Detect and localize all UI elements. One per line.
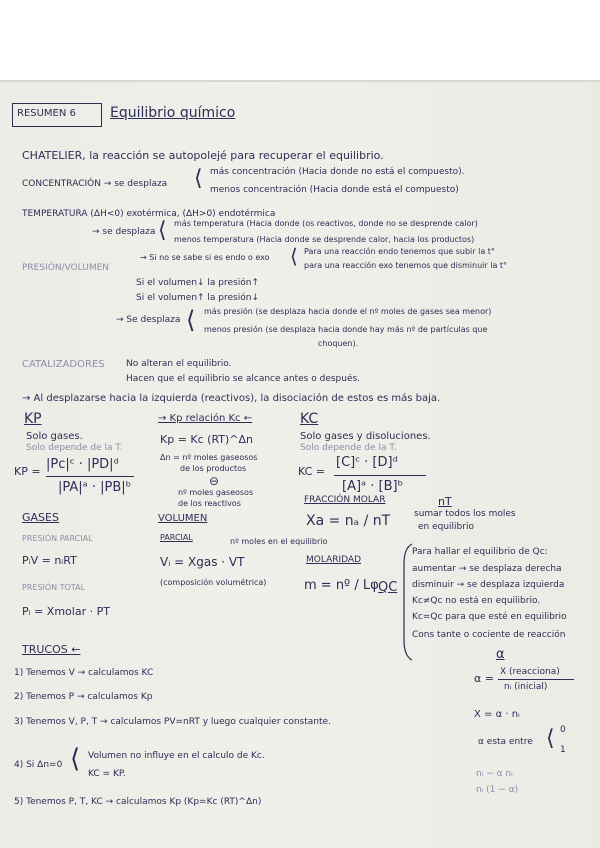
temperature-less: menos temperatura (Hacia donde se desprende calor, hacia los productos) bbox=[174, 235, 475, 244]
volume-partial: PARCIAL bbox=[160, 533, 193, 542]
nt-rule-2: en equilibrio bbox=[418, 522, 474, 532]
kp-formula-numerator: |Pc|ᶜ · |PD|ᵈ bbox=[46, 457, 119, 472]
trick-4: 4) Si Δn=0 bbox=[14, 760, 63, 770]
trick-5: 5) Tenemos P, T, KC → calculamos Kp (Kp=Kc (RT)^Δn) bbox=[14, 797, 262, 807]
nt-rule-1: sumar todos los moles bbox=[414, 509, 516, 519]
kc-formula-numerator: [C]ᶜ · [D]ᵈ bbox=[336, 455, 398, 470]
volume-note: nº moles en el equilibrio bbox=[230, 537, 328, 546]
delta-n-def-1: Δn = nº moles gaseosos bbox=[160, 453, 258, 462]
kp-formula-denominator: |PA|ᵃ · |PB|ᵇ bbox=[58, 480, 132, 495]
temperature-more: más temperatura (Hacia donde (os reactivos, donde no se desprende calor) bbox=[174, 219, 478, 228]
qc-note-1: Para hallar el equilibrio de Qc: bbox=[412, 547, 548, 557]
alpha-formula-lhs: α = bbox=[474, 672, 494, 685]
temperature-note: → Si no se sabe si es endo o exo bbox=[140, 253, 270, 262]
relation-formula: Kp = Kc (RT)^Δn bbox=[160, 433, 254, 446]
brace-icon: ⟨ bbox=[290, 244, 298, 268]
alpha-expression-2: nᵢ (1 − α) bbox=[476, 785, 519, 795]
trick-4a: Volumen no influye en el calculo de Kc. bbox=[88, 751, 265, 761]
tricks-title: TRUCOS ← bbox=[22, 643, 81, 656]
alpha-range-high: 0 bbox=[560, 725, 566, 735]
qc-note-2: aumentar → se desplaza derecha bbox=[412, 564, 562, 574]
delta-n-def-3: nº moles gaseosos bbox=[178, 488, 254, 497]
fraction-bar bbox=[46, 476, 134, 477]
pressure-label: PRESIÓN/VOLUMEN bbox=[22, 263, 110, 273]
trick-4b: KC = KP. bbox=[88, 769, 126, 779]
brace-icon: ⟨ bbox=[546, 726, 555, 751]
temperature-arrow: → se desplaza bbox=[92, 227, 156, 237]
alpha-range-low: 1 bbox=[560, 745, 566, 755]
kp-rule-1: Solo gases. bbox=[26, 431, 83, 442]
notebook-page bbox=[0, 82, 600, 848]
trick-2: 2) Tenemos P → calculamos Kp bbox=[14, 692, 153, 702]
kp-title: KP bbox=[24, 411, 42, 427]
pressure-rule-2: Si el volumen↑ la presión↓ bbox=[136, 293, 259, 303]
partial-pressure-formula: PᵢV = nᵢRT bbox=[22, 554, 77, 567]
kc-formula-lhs: KC = bbox=[298, 465, 326, 478]
kc-rule-1: Solo gases y disoluciones. bbox=[300, 431, 431, 442]
molar-fraction-title: FRACCIÓN MOLAR bbox=[304, 495, 386, 505]
partial-pressure-label: PRESIÓN PARCIAL bbox=[22, 534, 93, 543]
pressure-rule-1: Si el volumen↓ la presión↑ bbox=[136, 278, 259, 288]
brace-icon: ⟨ bbox=[194, 166, 203, 191]
temperature-endo: Para una reacción endo tenemos que subir la t° bbox=[304, 247, 495, 256]
pressure-arrow: → Se desplaza bbox=[116, 315, 181, 325]
trick-1: 1) Tenemos V → calculamos KC bbox=[14, 668, 154, 678]
molar-fraction-formula: Xa = nₐ / nT bbox=[306, 513, 391, 529]
kp-formula-lhs: KP = bbox=[14, 465, 41, 478]
volume-formula: Vᵢ = Xgas · VT bbox=[160, 555, 245, 569]
qc-note-3: disminuir → se desplaza izquierda bbox=[412, 580, 565, 590]
concentration-label: CONCENTRACIÓN → se desplaza bbox=[22, 179, 168, 189]
total-pressure-label: PRESIÓN TOTAL bbox=[22, 583, 86, 592]
concentration-less: menos concentración (Hacia donde está el compuesto) bbox=[210, 185, 459, 195]
kc-rule-2: Solo depende de la T. bbox=[300, 443, 397, 453]
alpha-formula-denominator: nᵢ (inicial) bbox=[504, 682, 548, 692]
page-title: Equilibrio químico bbox=[110, 105, 236, 121]
molarity-title: MOLARIDAD bbox=[306, 555, 361, 565]
alpha-range-label: α esta entre bbox=[478, 737, 533, 747]
brace-icon: ⟨ bbox=[186, 306, 196, 334]
alpha-formula-2: X = α · nᵢ bbox=[474, 709, 520, 720]
concentration-more: más concentración (Hacia donde no está el compuesto). bbox=[210, 167, 465, 177]
pressure-less: menos presión (se desplaza hacia donde hay más nº de partículas que bbox=[204, 325, 488, 334]
pressure-more: más presión (se desplaza hacia donde el nº moles de gases sea menor) bbox=[204, 307, 492, 316]
dissociation-note: → Al desplazarse hacia la izquierda (reactivos), la disociación de estos es más baja. bbox=[22, 393, 441, 404]
header-tag: RESUMEN 6 bbox=[17, 108, 76, 119]
kc-title: KC bbox=[300, 411, 319, 427]
alpha-formula-numerator: X (reacciona) bbox=[500, 667, 560, 677]
kc-formula-denominator: [A]ᵃ · [B]ᵇ bbox=[342, 479, 404, 494]
relation-title: → Kp relación Kc ← bbox=[158, 413, 253, 424]
minus-circle-icon: ⊖ bbox=[209, 474, 220, 488]
fraction-bar bbox=[498, 679, 574, 680]
pressure-less-cont: choquen). bbox=[318, 339, 359, 348]
brace-icon: ⟨ bbox=[158, 218, 167, 243]
catalyst-rule-2: Hacen que el equilibrio se alcance antes o después. bbox=[126, 374, 361, 384]
total-pressure-formula: Pᵢ = Xmolar · PT bbox=[22, 605, 110, 618]
qc-note-6: Cons tante o cociente de reacción bbox=[412, 630, 566, 640]
qc-note-4: Kc≠Qc no está en equilibrio. bbox=[412, 596, 541, 606]
alpha-symbol: α bbox=[496, 647, 505, 662]
molarity-formula: m = nº / Lφ bbox=[304, 578, 379, 593]
delta-n-def-4: de los reactivos bbox=[178, 499, 241, 508]
qc-note-5: Kc=Qc para que esté en equilibrio bbox=[412, 612, 567, 622]
kp-rule-2: Solo depende de la T. bbox=[26, 443, 123, 453]
fraction-bar bbox=[334, 475, 426, 476]
alpha-expression-1: nᵢ − α nᵢ bbox=[476, 769, 513, 779]
nt-title: nT bbox=[438, 495, 452, 508]
catalyst-label: CATALIZADORES bbox=[22, 359, 105, 370]
chatelier-intro: CHATELIER, la reacción se autopolejé para recuperar el equilibrio. bbox=[22, 149, 384, 162]
volume-composition: (composición volumétrica) bbox=[160, 578, 267, 587]
qc-label: QC bbox=[378, 580, 398, 595]
catalyst-rule-1: No alteran el equilibrio. bbox=[126, 359, 232, 369]
temperature-exo: para una reacción exo tenemos que disminuir la t° bbox=[304, 261, 508, 270]
delta-n-def-2: de los productos bbox=[180, 464, 247, 473]
brace-icon: ⟨ bbox=[70, 744, 81, 774]
trick-3: 3) Tenemos V, P, T → calculamos PV=nRT y luego cualquier constante. bbox=[14, 717, 331, 727]
temperature-label: TEMPERATURA (ΔH<0) exotérmica, (ΔH>0) endotérmica bbox=[22, 209, 276, 219]
gases-title: GASES bbox=[22, 511, 59, 524]
volume-title: VOLUMEN bbox=[158, 513, 208, 524]
